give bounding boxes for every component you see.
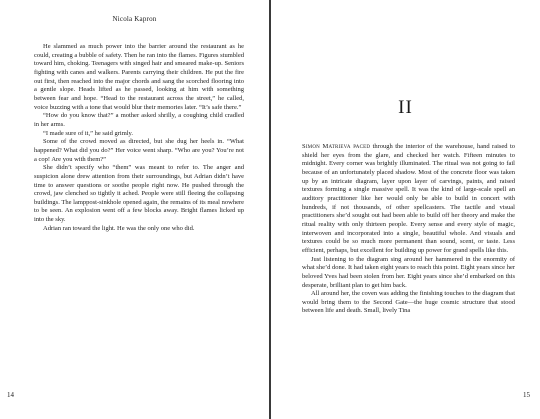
- left-page-body: [34, 43, 244, 233]
- paragraph: “I made sure of it,” he said grimly.: [43, 129, 134, 137]
- right-page: [271, 0, 540, 419]
- running-head-author: Nicola Kapron: [112, 15, 157, 23]
- right-page-body: [302, 143, 515, 316]
- left-page: [0, 0, 269, 419]
- paragraph: He slammed as much power into the barrier around the restaurant as he could, creating a bubble of safety. Then he ran into the flames. Figures stumbled toward him, choking. Teenagers with singed hair and smeared make-up. Seniors fighting with canes and walkers. Parents carrying their children. He put the fire out first, then reached into the major chords and sang the scorched flooring into a gentle slope. Heads lifted as he passed, looking at him with something between fear and hope. “Head to the restaurant across the street,” he called, voice buzzing with a tone that would blur their memories later. “It’s safe there.”: [34, 43, 244, 111]
- paragraph: All around her, the coven was adding the finishing touches to the diagram that would bring them to the Second Gate—the huge cosmic structure that stood between life and death. Small, lively Tina: [302, 290, 515, 315]
- paragraph: “How do you know that?” a mother asked shrilly, a coughing child cradled in her arms.: [34, 112, 244, 128]
- paragraph: Adrian ran toward the light. He was the only one who did.: [43, 224, 195, 232]
- paragraph: Just listening to the diagram sing around her hammered in the enormity of what she’d done. It had taken eight years to reach this point. Eight years since her beloved Yves had been stolen from her. Eight years since she’d embarked on this desperate, brilliant plan to get him back.: [302, 255, 515, 289]
- opening-paragraph-text: through the interior of the warehouse, hand raised to shield her eyes from the glare, and checked her watch. Fifteen minutes to midnight. Every corner was brightly illuminated. The ritual was not going to fail because of an unfortunately placed shadow. Most of the concrete floor was taken up by an intricate diagram, layer upon layer of carvings, paints, and raised textures forming a single massive spell. It was the kind of large-scale spell an auditory practitioner like her would only be able to build in concert with hundreds, if not thousands, of other spellcasters. The tactile and visual practitioners she’d sought out had been able to build off her theory and make the ritual reality with only thirteen people. Every sense and every style of magic, interwoven and incorporated into a single, beautiful whole. And visuals and textures could be so much more permanent than sound, scent, or taste. Less efficient, perhaps, but excellent for building up power for grand spells like this.: [302, 143, 515, 254]
- paragraph: She didn’t specify who “them” was meant to refer to. The anger and suspicion alone drew attention from their surroundings, but Adrian didn’t have time to answer questions or soothe people right now. He pushed through the crowd, jaw clenched so tightly it ached. People were still fleeing the collapsing buildings. The lamppost-sinkhole opened again, the remains of its meal nowhere to be seen. An explosion went off a few blocks away. Bright flames licked up into the sky.: [34, 164, 244, 224]
- opening-lead-in: Simon Matrieva paced: [302, 143, 371, 150]
- chapter-number: II: [398, 97, 413, 118]
- opening-paragraph: [302, 143, 515, 256]
- page-number-right: 15: [523, 391, 530, 399]
- page-number-left: 14: [7, 391, 14, 399]
- paragraph: Some of the crowd moved as directed, but she dug her heels in. “What happened? What did you do?” Her voice went sharp. “Who are you? You’re not a cop! Are you with them?”: [34, 138, 244, 163]
